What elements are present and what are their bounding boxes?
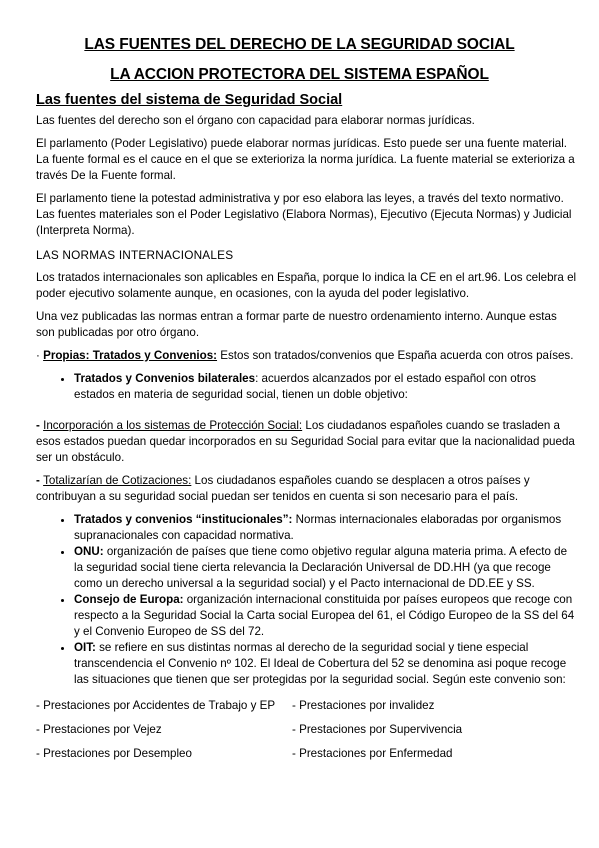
list-item-label: OIT: (74, 641, 96, 654)
propias-paragraph (36, 348, 577, 364)
prestacion-item: - Prestaciones por Accidentes de Trabajo y EP (36, 699, 276, 712)
list-item-label: Consejo de Europa: (74, 593, 184, 606)
prestaciones-row (36, 698, 577, 714)
bilaterales-label: Tratados y Convenios bilaterales (74, 372, 256, 385)
list-item (74, 544, 577, 592)
dash: - (36, 419, 44, 432)
list-item (74, 371, 577, 403)
bullet-dot: · (36, 349, 44, 362)
paragraph: Una vez publicadas las normas entran a formar parte de nuestro ordenamiento interno. Aunque estas son publicadas por otro órgano. (36, 310, 557, 339)
totalizacion-paragraph (36, 473, 577, 505)
paragraph: El parlamento (Poder Legislativo) puede elaborar normas jurídicas. Esto puede ser una fuente material. La fuente formal es el cauce en el que se exterioriza la norma jurídica. La fuente material se exterioriza a través De la Fuente formal. (36, 137, 575, 182)
prestaciones-row (36, 746, 577, 762)
bilaterales-text: : acuerdos alcanzados por el estado español con otros estados en materia de seguridad social, tienen un doble objetivo: (74, 372, 537, 401)
prestacion-item: - Prestaciones por Enfermedad (292, 747, 453, 760)
incorporacion-label: Incorporación a los sistemas de Protección Social: (43, 419, 303, 432)
list-item (74, 592, 577, 640)
section-heading-normas-internacionales: LAS NORMAS INTERNACIONALES (36, 248, 234, 262)
prestacion-item: - Prestaciones por invalidez (292, 699, 435, 712)
list-item-text: organización internacional constituida por países europeos que recoge con respecto a la Seguridad Social la Carta social Europea del 61, el Código Europeo de la SS del 64 y el Convenio Europeo de SS del 72. (74, 593, 575, 638)
paragraph: Las fuentes del derecho son el órgano con capacidad para elaborar normas jurídicas. (36, 114, 475, 127)
prestaciones-row (36, 722, 577, 738)
incorporacion-paragraph (36, 418, 577, 466)
totalizacion-label: Totalizarían de Cotizaciones: (43, 474, 192, 487)
section-heading-fuentes: Las fuentes del sistema de Seguridad Social (36, 92, 343, 108)
document-body (36, 92, 577, 770)
list-item-text: se refiere en sus distintas normas al derecho de la seguridad social y tiene especial transcendencia el Convenio nº 102. El Ideal de Cobertura del 52 se denomina asi poque recoge las situaciones que tienen que ser protegidas por la seguridad social. Según este convenio son: (74, 641, 567, 686)
list-item (74, 512, 577, 544)
dash: - (36, 474, 44, 487)
propias-label: Propias: Tratados y Convenios: (43, 349, 218, 362)
incorporacion-text: Los ciudadanos españoles cuando se trasladen a esos estados puedan quedar incorporados en su Seguridad Social para evitar que la nacionalidad pueda ser un obstáculo. (36, 419, 575, 464)
document-subtitle: LA ACCION PROTECTORA DEL SISTEMA ESPAÑOL (110, 66, 489, 83)
prestacion-item: - Prestaciones por Vejez (36, 723, 162, 736)
list-item-label: Tratados y convenios “institucionales”: (74, 513, 293, 526)
prestacion-item: - Prestaciones por Desempleo (36, 747, 192, 760)
paragraph: Los tratados internacionales son aplicables en España, porque lo indica la CE en el art.96. Los celebra el poder ejecutivo solamente aunque, en ocasiones, con la ayuda del poder legislativo. (36, 271, 577, 300)
list-item-label: ONU: (74, 545, 104, 558)
organismos-list (36, 512, 577, 688)
list-item-text: Normas internacionales elaboradas por organismos supranacionales con capacidad normativa. (74, 513, 562, 542)
list-item (74, 640, 577, 688)
prestacion-item: - Prestaciones por Supervivencia (292, 723, 463, 736)
document-title: LAS FUENTES DEL DERECHO DE LA SEGURIDAD SOCIAL (84, 36, 515, 53)
list-item-text: organización de países que tiene como objetivo regular alguna materia prima. A efecto de la seguridad social tiene cierta relevancia la Declaración Universal de DD.HH (ya que recoge como un derecho universal a la seguridad social) y el Pacto internacional de DD.EE y SS. (74, 545, 568, 590)
propias-text: Estos son tratados/convenios que España acuerda con otros países. (217, 349, 574, 362)
totalizacion-text: Los ciudadanos españoles cuando se desplacen a otros países y contribuyan a su seguridad social puedan ser tenidos en cuenta si son necesario para el país. (36, 474, 530, 503)
paragraph: El parlamento tiene la potestad administrativa y por eso elabora las leyes, a través del texto normativo. Las fuentes materiales son el Poder Legislativo (Elabora Normas), Ejecutivo (Ejecuta Normas) y Judicial (Interpreta Norma). (36, 192, 572, 237)
bilaterales-list (36, 371, 577, 403)
